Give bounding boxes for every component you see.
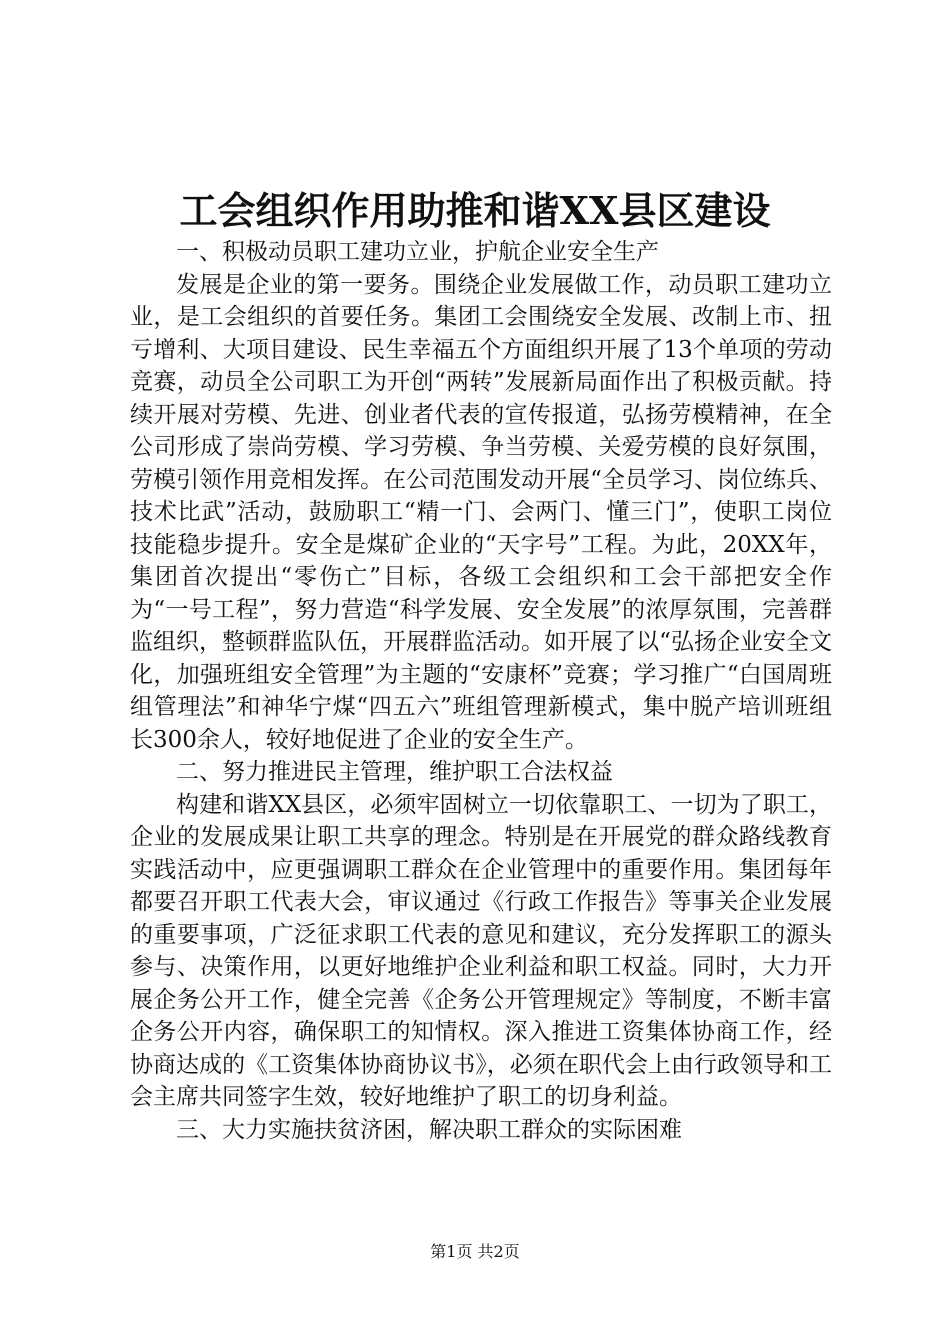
section-heading-1: 一、积极动员职工建功立业，护航企业安全生产 [176,239,659,265]
document-title: 工会组织作用助推和谐XX县区建设 [179,188,771,233]
page-number: 第1页 共2页 [430,1242,520,1261]
paragraph-2: 构建和谐XX县区，必须牢固树立一切依靠职工、一切为了职工，企业的发展成果让职工共享的理念。特别是在开展党的群众路线教育实践活动中，应更强调职工群众在企业管理中的重要作用。集团每年都要召开职工代表大会，审议通过《行政工作报告》等事关企业发展的重要事项，广泛征求职工代表的意见和建议，充分发挥职工的源头参与、决策作用，以更好地维护企业利益和职工权益。同时，大力开展企务公开工作，健全完善《企务公开管理规定》等制度，不断丰富企务公开内容，确保职工的知情权。深入推进工资集体协商工作，经协商达成的《工资集体协商协议书》，必须在职代会上由行政领导和工会主席共同签字生效，较好地维护了职工的切身利益。 [130,791,832,1110]
section-heading-2: 二、努力推进民主管理，维护职工合法权益 [176,759,613,785]
paragraph-1: 发展是企业的第一要务。围绕企业发展做工作，动员职工建功立业，是工会组织的首要任务。集团工会围绕安全发展、改制上市、扭亏增利、大项目建设、民生幸福五个方面组织开展了13个单项的劳动竞赛，动员全公司职工为开创“两转”发展新局面作出了积极贡献。持续开展对劳模、先进、创业者代表的宣传报道，弘扬劳模精神，在全公司形成了崇尚劳模、学习劳模、争当劳模、关爱劳模的良好氛围，劳模引领作用竞相发挥。在公司范围发动开展“全员学习、岗位练兵、技术比武”活动，鼓励职工“精一门、会两门、懂三门”，使职工岗位技能稳步提升。安全是煤矿企业的“天字号”工程。为此，20XX年，集团首次提出“零伤亡”目标，各级工会组织和工会干部把安全作为“一号工程”，努力营造“科学发展、安全发展”的浓厚氛围，完善群监组织，整顿群监队伍，开展群监活动。如开展了以“弘扬企业安全文化，加强班组安全管理”为主题的“安康杯”竞赛；学习推广“白国周班组管理法”和神华宁煤“四五六”班组管理新模式，集中脱产培训班组长300余人，较好地促进了企业的安全生产。 [130,271,832,753]
section-heading-3: 三、大力实施扶贫济困，解决职工群众的实际困难 [176,1116,682,1143]
document-body [130,236,832,1146]
